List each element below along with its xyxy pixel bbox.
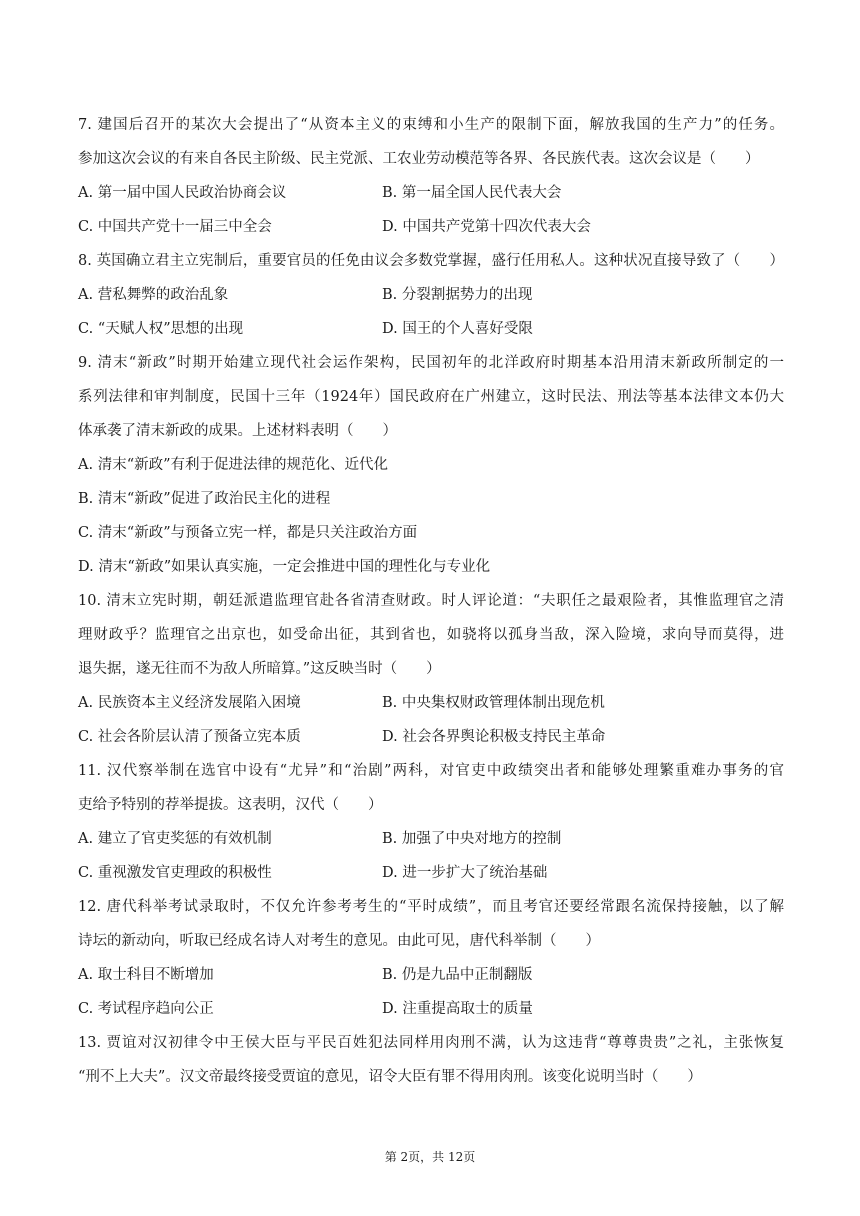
question-9-option-c[interactable]: C. 清末“新政”与预备立宪一样，都是只关注政治方面 [78,525,418,541]
question-8-options-row-2 [78,312,784,346]
question-8-stem-line-1: 8. 英国确立君主立宪制后，重要官员的任免由议会多数党掌握，盛行任用私人。这种状况直接导致了（ ） [78,253,784,269]
question-10-stem-line-2: 理财政乎？监理官之出京也，如受命出征，其到省也，如骁将以孤身当敌，深入险境，求向导而莫得，进 [78,627,784,643]
question-11-option-b[interactable]: B. 加强了中央对地方的控制 [382,831,562,847]
question-13-stem-line-2: “刑不上大夫”。汉文帝最终接受贾谊的意见，诏令大臣有罪不得用肉刑。该变化说明当时（ ） [78,1069,702,1085]
question-10-stem-line-3: 退失据，遂无往而不为敌人所暗算。”这反映当时（ ） [78,661,441,677]
question-12-options-row-1 [78,958,784,992]
question-10-stem-line-1: 10. 清末立宪时期，朝廷派遣监理官赴各省清查财政。时人评论道：“夫职任之最艰险者，其惟监理官之清 [78,593,784,609]
question-11-option-c[interactable]: C. 重视激发官吏理政的积极性 [78,865,272,881]
question-7-option-c[interactable]: C. 中国共产党十一届三中全会 [78,219,272,235]
question-10-option-d[interactable]: D. 社会各界舆论积极支持民主革命 [382,729,606,745]
question-7-options-row-2 [78,210,784,244]
question-8-option-d[interactable]: D. 国王的个人喜好受限 [382,321,533,337]
question-11-option-d[interactable]: D. 进一步扩大了统治基础 [382,865,548,881]
question-12-options-row-2 [78,992,784,1026]
question-7-option-d[interactable]: D. 中国共产党第十四次代表大会 [382,219,591,235]
question-7-option-b[interactable]: B. 第一届全国人民代表大会 [382,185,562,201]
question-12-stem-line-1: 12. 唐代科举考试录取时，不仅允许参考考生的“平时成绩”，而且考官还要经常跟名流保持接触，以了解 [78,899,784,915]
question-8-option-a[interactable]: A. 营私舞弊的政治乱象 [78,287,229,303]
question-7 [78,108,784,244]
question-11-option-a[interactable]: A. 建立了官吏奖惩的有效机制 [78,831,272,847]
question-13-stem-line-1: 13. 贾谊对汉初律令中王侯大臣与平民百姓犯法同样用肉刑不满，认为这违背“尊尊贵贵”之礼，主张恢复 [78,1035,784,1051]
question-11-options-row-2 [78,856,784,890]
question-8-option-b[interactable]: B. 分裂割据势力的出现 [382,287,533,303]
question-9-option-d[interactable]: D. 清末“新政”如果认真实施，一定会推进中国的理性化与专业化 [78,559,491,575]
question-9-stem-line-2: 系列法律和审判制度，民国十三年（1924年）国民政府在广州建立，这时民法、刑法等基本法律文本仍大 [78,389,784,405]
question-12-option-a[interactable]: A. 取士科目不断增加 [78,967,214,983]
question-9 [78,346,784,584]
question-11-options-row-1 [78,822,784,856]
question-11-stem-line-2: 吏给予特别的荐举提拔。这表明，汉代（ ） [78,797,383,813]
question-12-option-d[interactable]: D. 注重提高取士的质量 [382,1001,533,1017]
question-13 [78,1026,784,1094]
question-7-options-row-1 [78,176,784,210]
question-8-options-row-1 [78,278,784,312]
question-12-stem-line-2: 诗坛的新动向，听取已经成名诗人对考生的意见。由此可见，唐代科举制（ ） [78,933,600,949]
page-number-footer: 第 2页，共 12页 [384,1150,476,1164]
question-list [78,108,784,1094]
question-7-stem-line-1: 7. 建国后召开的某次大会提出了“从资本主义的束缚和小生产的限制下面，解放我国的生产力”的任务。 [78,117,784,133]
question-12 [78,890,784,1026]
question-10-option-b[interactable]: B. 中央集权财政管理体制出现危机 [382,695,605,711]
question-9-option-b[interactable]: B. 清末“新政”促进了政治民主化的进程 [78,491,331,507]
question-8 [78,244,784,346]
question-11 [78,754,784,890]
question-7-option-a[interactable]: A. 第一届中国人民政治协商会议 [78,185,287,201]
question-9-stem-line-3: 体承袭了清末新政的成果。上述材料表明（ ） [78,423,397,439]
question-10 [78,584,784,754]
question-8-option-c[interactable]: C. “天赋人权”思想的出现 [78,321,244,337]
question-10-option-a[interactable]: A. 民族资本主义经济发展陷入困境 [78,695,301,711]
question-7-stem-line-2: 参加这次会议的有来自各民主阶级、民主党派、工农业劳动模范等各界、各民族代表。这次会议是（ ） [78,151,760,167]
question-11-stem-line-1: 11. 汉代察举制在选官中设有“尤异”和“治剧”两科，对官吏中政绩突出者和能够处理繁重难办事务的官 [78,763,784,779]
question-9-stem-line-1: 9. 清末“新政”时期开始建立现代社会运作架构，民国初年的北洋政府时期基本沿用清末新政所制定的一 [78,355,784,371]
question-10-options-row-1 [78,686,784,720]
question-9-option-a[interactable]: A. 清末“新政”有利于促进法律的规范化、近代化 [78,457,389,473]
question-12-option-c[interactable]: C. 考试程序趋向公正 [78,1001,214,1017]
question-10-options-row-2 [78,720,784,754]
question-10-option-c[interactable]: C. 社会各阶层认清了预备立宪本质 [78,729,301,745]
question-12-option-b[interactable]: B. 仍是九品中正制翻版 [382,967,533,983]
